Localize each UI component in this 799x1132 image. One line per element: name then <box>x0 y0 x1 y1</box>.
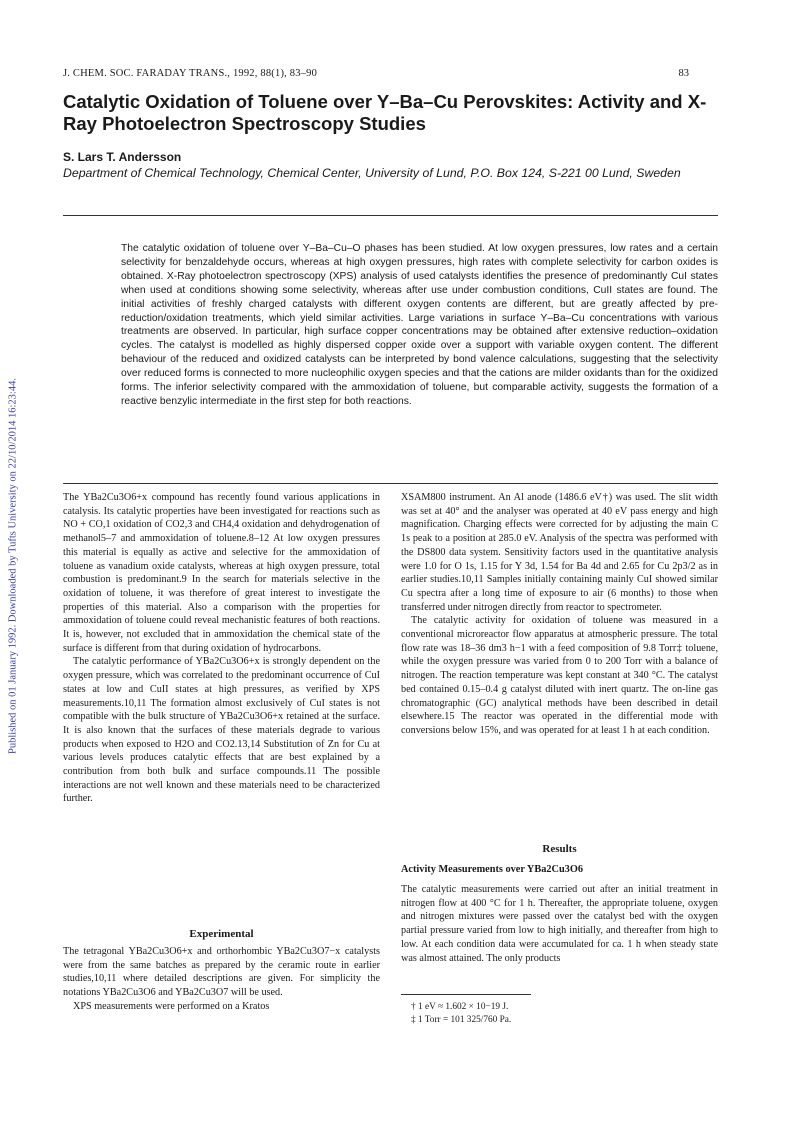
left-column-intro <box>63 491 380 806</box>
paragraph: The catalytic activity for oxidation of toluene was measured in a conventional microreactor flow apparatus at atmospheric pressure. The total flow rate was 18–36 dm3 h−1 with a feed composition of 9.8 Torr‡ toluene, while the oxygen pressure was varied from 0 to 200 Torr with a balance of nitrogen. The reaction temperature was kept constant at 340 °C. The catalyst bed contained 0.15–0.4 g catalyst diluted with inert quartz. The on-line gas chromatographic (GC) analytical methods have been described in detail elsewhere.15 The reactor was operated in the differential mode with conversions below 15%, and was operated for at least 1 h at each condition. <box>401 615 718 736</box>
paragraph: The tetragonal YBa2Cu3O6+x and orthorhombic YBa2Cu3O7−x catalysts were from the same batches as prepared by the ceramic route in earlier studies,10,11 where detailed descriptions are given. For simplicity the notations YBa2Cu3O6 and YBa2Cu3O7 will be used. <box>63 946 380 999</box>
download-stamp <box>0 0 26 1132</box>
paragraph: The YBa2Cu3O6+x compound has recently found various applications in catalysis. Its catalytic properties have been investigated for reactions such as NO + CO,1 oxidation of CO2,3 and CH4,4 oxidation and dehydrogenation of methanol5–7 and ammoxidation of toluene.8–12 At low oxygen pressures this material is equally as active and selective for the ammoxidation of toluene as vanadium oxide catalysts, whereas at high oxygen pressure, total combustion is predominant.9 In the search for materials selective in the oxidation of toluene, it was therefore of great interest to investigate the properties of this material. Also a comparison with the properties for ammoxidation of toluene could reveal mechanistic features of both reactions. It is, however, not excluded that in ammoxidation the chemical state of the surface is different from that during oxidation of hydrocarbons. <box>63 492 380 654</box>
footnote: † 1 eV ≈ 1.602 × 10−19 J. <box>411 1002 509 1012</box>
results-heading: Results <box>542 843 577 855</box>
paragraph: XSAM800 instrument. An Al anode (1486.6 eV†) was used. The slit width was set at 40° and the analyser was operated at 40 eV pass energy and high magnification. Charging effects were corrected for by adjusting the main C 1s peak to a position at 285.0 eV. Analysis of the spectra was performed with the DS800 data system. Sensitivity factors used in the quantitative analysis were 1.0 for O 1s, 1.15 for Y 3d, 1.54 for Ba 4d and 2.65 for Cu 2p3/2 as in earlier studies.10,11 Samples initially containing mainly CuI showed similar Cu spectra after a long time of exposure to air (6 months) to those when transferred under nitrogen directly from reactor to spectrometer. <box>401 492 718 613</box>
running-head: J. CHEM. SOC. FARADAY TRANS., 1992, 88(1), 83–90 <box>63 68 318 79</box>
paragraph: The catalytic performance of YBa2Cu3O6+x is strongly dependent on the oxygen pressure, which was correlated to the predominant occurrence of CuI states at low and CuII states at high pressures, as verified by XPS measurements.10,11 The formation almost exclusively of CuI states is not compatible with the bulk structure of YBa2Cu3O6+x retained at the surface. It is also known that the surfaces of these materials degrade to various products when exposed to H2O and CO2.13,14 Substitution of Zn for Cu at various levels produces catalytic effects that are best explained by a contribution from both bulk and surface compounds.11 The possible interactions are not well known and these materials need to be characterized further. <box>63 656 380 805</box>
footnote-rule <box>401 994 531 995</box>
left-column-experimental <box>63 945 380 1014</box>
right-column-results <box>401 883 718 965</box>
footnote: ‡ 1 Torr = 101 325/760 Pa. <box>411 1014 512 1025</box>
paragraph: XPS measurements were performed on a Kratos <box>73 1000 270 1012</box>
page-number: 83 <box>678 68 689 79</box>
abstract-bottom-rule <box>63 483 718 484</box>
article-title: Catalytic Oxidation of Toluene over Y–Ba–Cu Perovskites: Activity and X-Ray Photoelectron Spectroscopy Studies <box>63 91 707 134</box>
footnotes <box>411 1001 511 1026</box>
paragraph: The catalytic measurements were carried out after an initial treatment in nitrogen flow at 400 °C for 1 h. Thereafter, the appropriate toluene, oxygen and nitrogen mixtures were passed over the catalyst bed with the oxygen partial pressure varied from low to high initially, and thereafter from high to low. At each condition data were accumulated for ca. 1 h when steady state was almost attained. The only products <box>401 884 718 964</box>
experimental-heading: Experimental <box>189 928 254 940</box>
right-column-methods <box>401 491 718 738</box>
abstract: The catalytic oxidation of toluene over Y–Ba–Cu–O phases has been studied. At low oxygen pressures, low rates and a certain selectivity for benzaldehyde occurs, whereas at high oxygen pressures, high rates with complete selectivity for carbon oxides is obtained. X-Ray photoelectron spectroscopy (XPS) analysis of used catalysts identifies the presence of predominantly CuI states when used at conditions showing some selectivity, whereas after use under combustion conditions, CuII states are found. The initial activities of freshly charged catalysts with different oxygen contents are different, but are greatly affected by pre-reduction/oxidation treatments, which yield similar activities. Large variations in surface Y–Ba–Cu concentrations with various treatments are observed. In particular, high surface copper concentrations may be obtained after extensive reduction–oxidation cycles. The catalyst is modelled as highly dispersed copper oxide over a support with variable oxygen content. The different behaviour of the reduced and oxidized catalysts can be interpreted by bond valence calculations, suggesting that the selectivity over reduced forms is connected to more nucleophilic oxygen species and that the cations are milder oxidants than for the oxidized forms. The inferior selectivity compared with the ammoxidation of toluene, but comparable activity, suggests the formation of a reactive benzylic intermediate in the first step for both reactions. <box>121 243 718 407</box>
results-subheading: Activity Measurements over YBa2Cu3O6 <box>401 864 583 875</box>
download-stamp-text: Published on 01 January 1992. Downloaded by Tufts University on 22/10/2014 16:23:44. <box>7 378 19 754</box>
abstract-top-rule <box>63 215 718 216</box>
author-affiliation: Department of Chemical Technology, Chemical Center, University of Lund, P.O. Box 124, S-221 00 Lund, Sweden <box>63 166 681 180</box>
author-name: S. Lars T. Andersson <box>63 150 182 164</box>
